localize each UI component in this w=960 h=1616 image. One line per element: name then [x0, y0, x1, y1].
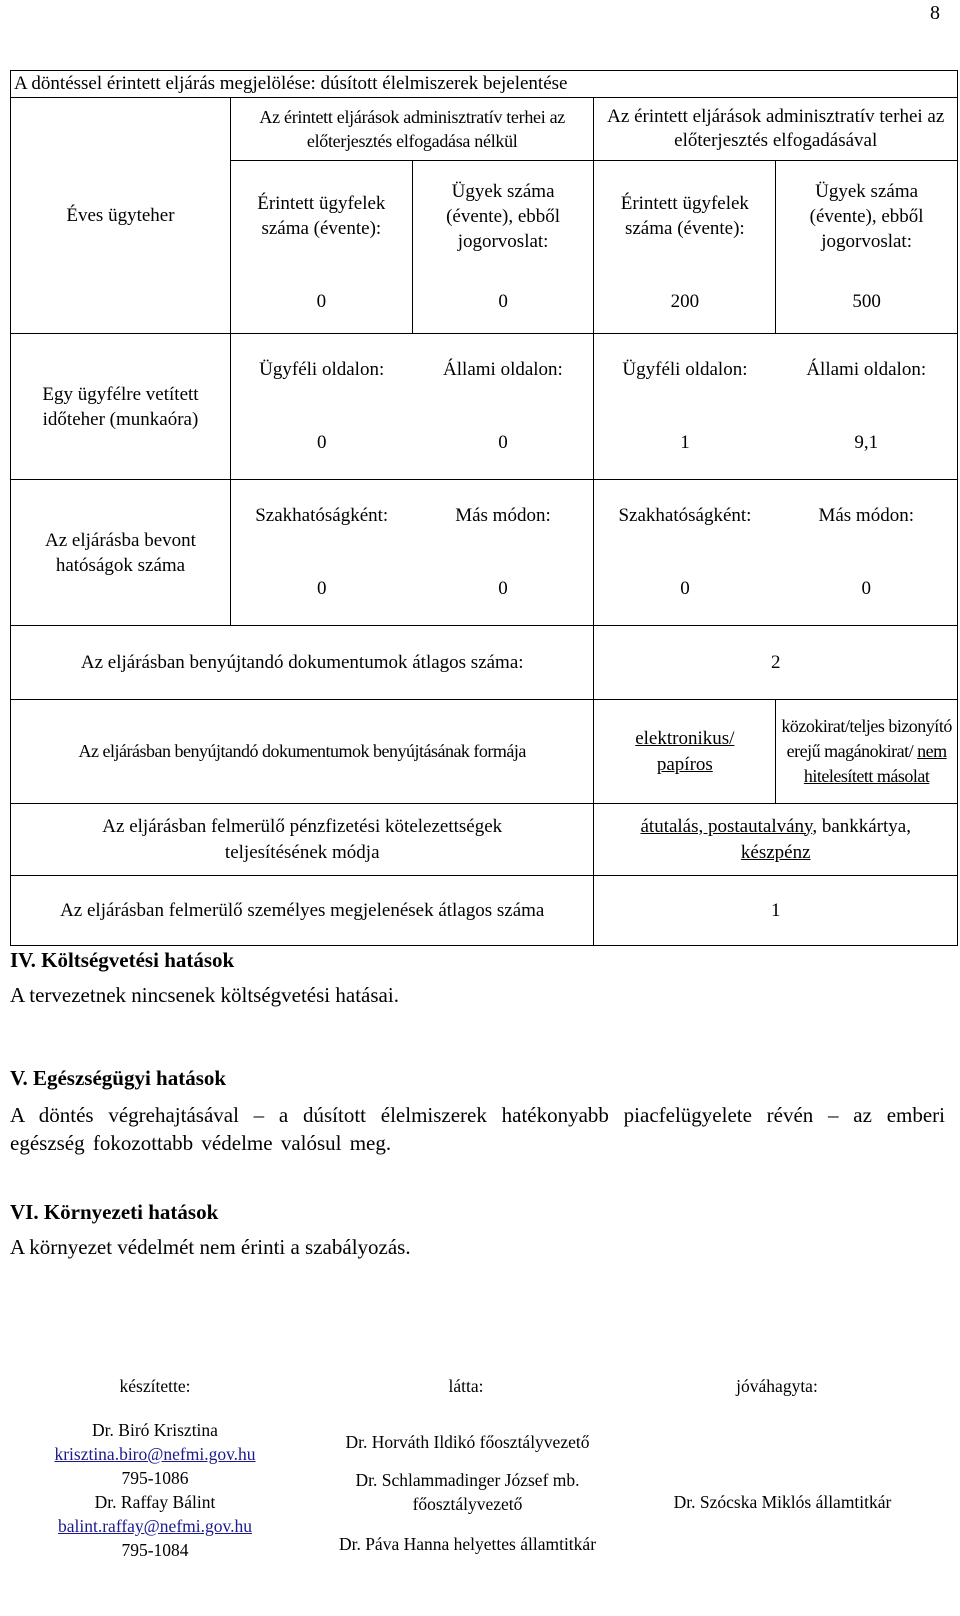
- page-number: 8: [930, 2, 940, 24]
- eves-val-1: 0: [231, 271, 412, 333]
- megjelenes-value: 1: [594, 876, 958, 946]
- sig-email-2[interactable]: balint.raffay@nefmi.gov.hu: [58, 1516, 252, 1536]
- sig-name-1: Dr. Biró Krisztina: [92, 1420, 218, 1440]
- penz-value-c: készpénz: [740, 841, 811, 863]
- sig-col3-line1: Dr. Szócska Miklós államtitkár: [673, 1492, 892, 1512]
- sig-col3: [640, 1490, 925, 1514]
- hatosagok-col-4: Más módon:: [818, 505, 914, 527]
- section-v: [10, 1066, 945, 1157]
- section-vi-num: VI.: [10, 1200, 39, 1224]
- penz-value-b: , bankkártya,: [812, 815, 911, 837]
- sig-col2: [310, 1430, 625, 1556]
- section-iv-num: IV.: [10, 948, 36, 972]
- section-iv-text: A tervezetnek nincsenek költségvetési hatásai.: [10, 983, 399, 1007]
- dok-forma-label: Az eljárásban benyújtandó dokumentumok benyújtásának formája: [11, 700, 594, 804]
- idoteher-val-2: 0: [412, 407, 594, 480]
- idoteher-label: Egy ügyfélre vetített időteher (munkaóra): [11, 334, 231, 480]
- dok-szam-value: 2: [594, 626, 958, 700]
- sig-col1-head: készítette:: [119, 1376, 191, 1396]
- idoteher-val-1: 0: [316, 431, 327, 453]
- eves-val-3: 200: [594, 271, 775, 333]
- table-title: A döntéssel érintett eljárás megjelölése: dúsított élelmiszerek bejelentése: [11, 71, 958, 98]
- eves-col-1: Érintett ügyfelek száma (évente):: [231, 161, 412, 271]
- eves-col-4: Ügyek száma (évente), ebből jogorvoslat:: [809, 180, 924, 252]
- idoteher-val-3: 1: [680, 431, 690, 453]
- hatosagok-col-2: Más módon:: [412, 480, 594, 553]
- hatosagok-val-3: 0: [680, 577, 690, 599]
- penz-value-a: átutalás, postautalvány: [640, 815, 813, 837]
- hatosagok-val-2: 0: [412, 553, 594, 626]
- impact-table: [10, 70, 958, 946]
- eves-val-4: 500: [852, 291, 881, 312]
- section-v-title: Egészségügyi hatások: [32, 1066, 227, 1090]
- eves-label: Éves ügyteher: [11, 98, 231, 334]
- header-with: Az érintett eljárások adminisztratív terhei az előterjesztés elfogadásával: [594, 98, 957, 161]
- sig-name-2: Dr. Raffay Bálint: [94, 1492, 216, 1512]
- section-v-num: V.: [10, 1066, 28, 1090]
- sig-col3-head: jóváhagyta:: [736, 1376, 818, 1396]
- idoteher-col-3: Ügyféli oldalon:: [622, 359, 748, 381]
- megjelenes-label: Az eljárásban felmerülő személyes megjelenések átlagos száma: [11, 876, 594, 946]
- sig-email-1[interactable]: krisztina.biro@nefmi.gov.hu: [54, 1444, 256, 1464]
- section-vi-title: Környezeti hatások: [43, 1200, 219, 1224]
- eves-col-3: Érintett ügyfelek száma (évente):: [594, 161, 775, 271]
- dok-forma-value-2a: közokirat/teljes bizonyító erejű magánokirat/: [781, 716, 952, 761]
- eves-val-2: 0: [498, 291, 508, 312]
- dok-forma-value-2b: nem hitelesített másolat: [803, 741, 947, 786]
- hatosagok-label: Az eljárásba bevont hatóságok száma: [11, 480, 231, 626]
- hatosagok-val-1: 0: [316, 577, 327, 599]
- eves-col-2: Ügyek száma (évente), ebből jogorvoslat:: [446, 180, 561, 252]
- idoteher-val-4: 9,1: [854, 431, 879, 453]
- sig-phone-1: 795-1086: [121, 1468, 189, 1488]
- dok-forma-value-1: elektronikus/ papíros: [635, 727, 735, 775]
- hatosagok-col-3: Szakhatóságként:: [618, 505, 752, 527]
- sig-col2-line3: Dr. Páva Hanna helyettes államtitkár: [338, 1534, 597, 1554]
- sig-col2-head: látta:: [448, 1376, 484, 1396]
- sig-col2-line2: Dr. Schlammadinger József mb. főosztályvezető: [355, 1470, 580, 1514]
- hatosagok-val-4: 0: [861, 577, 871, 599]
- idoteher-col-4: Állami oldalon:: [806, 359, 927, 381]
- sig-col2-line1: Dr. Horváth Ildikó főosztályvezető: [345, 1432, 590, 1452]
- idoteher-col-2: Állami oldalon:: [412, 334, 594, 407]
- sig-phone-2: 795-1084: [121, 1540, 189, 1560]
- section-vi-text: A környezet védelmét nem érinti a szabályozás.: [10, 1235, 411, 1259]
- idoteher-col-1: Ügyféli oldalon:: [259, 359, 385, 381]
- dok-szam-label: Az eljárásban benyújtandó dokumentumok átlagos száma:: [11, 626, 594, 700]
- hatosagok-col-1: Szakhatóságként:: [255, 505, 389, 527]
- section-v-text: A döntés végrehajtásával – a dúsított élelmiszerek hatékonyabb piacfelügyelete révén – az emberi egészség fokozottabb védelme valósul meg.: [10, 1103, 945, 1155]
- section-iv: [10, 948, 945, 1008]
- penz-label: Az eljárásban felmerülő pénzfizetési kötelezettségek teljesítésének módja: [11, 804, 594, 876]
- header-without: Az érintett eljárások adminisztratív terhei az előterjesztés elfogadása nélkül: [231, 98, 594, 161]
- section-vi: [10, 1200, 945, 1260]
- sig-col1: [20, 1418, 290, 1562]
- section-iv-title: Költségvetési hatások: [41, 948, 235, 972]
